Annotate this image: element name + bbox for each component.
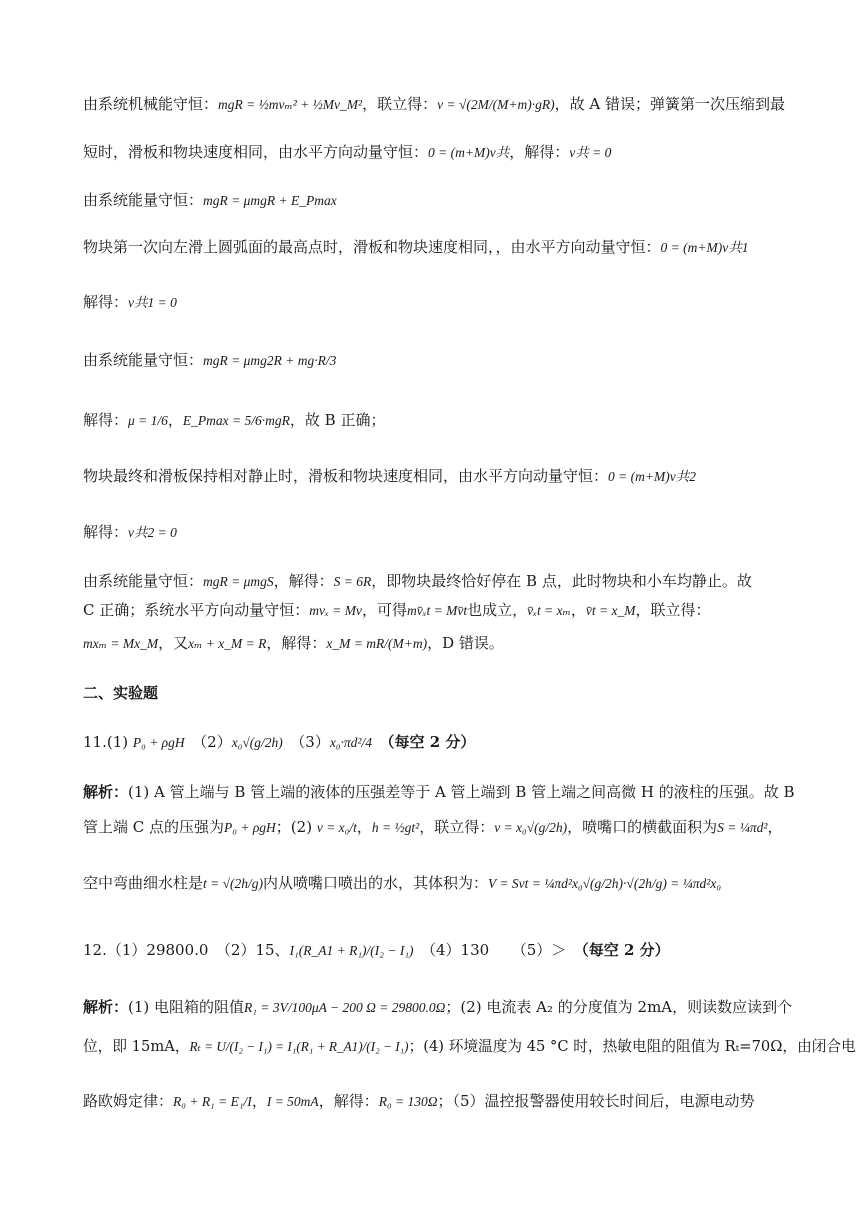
formula: P₀ + ρgH — [224, 820, 276, 835]
text-run: ，喷嘴口的横截面积为 — [567, 818, 718, 836]
formula: x₀√(g/2h) — [231, 735, 283, 750]
formula: mgR = μmgR + E_Pmax — [203, 193, 337, 208]
text-run: ，联立得： — [362, 95, 438, 113]
text-run: ， — [167, 411, 183, 429]
formula: 0 = (m+M)v共2 — [608, 469, 696, 484]
formula: mgR = μmg2R + mg·R/3 — [203, 353, 337, 368]
text-line — [83, 142, 788, 163]
text-run: ， — [570, 601, 586, 619]
text-run: 物块最终和滑板保持相对静止时，滑板和物块速度相同，由水平方向动量守恒： — [83, 467, 609, 485]
text-line — [83, 997, 793, 1018]
text-run: ；（5）温控报警器使用较长时间后，电源电动势 — [437, 1092, 755, 1110]
text-run: 由系统能量守恒： — [83, 572, 204, 590]
formula: 0 = (m+M)v共 — [428, 145, 510, 160]
text-line — [83, 940, 788, 961]
text-run: ，可得 — [361, 601, 407, 619]
text-run: (1) A 管上端与 B 管上端的液体的压强差等于 A 管上端到 B 管上端之间高微 H 的液柱的压强。故 B — [128, 783, 795, 801]
text-line — [83, 571, 788, 592]
text-line — [83, 732, 788, 753]
text-line — [83, 873, 788, 894]
text-run: C 正确；系统水平方向动量守恒： — [83, 601, 310, 619]
text-run: 空中弯曲细水柱是 — [83, 874, 204, 892]
formula: mgR = ½mvₘ² + ½Mv_M² — [218, 97, 363, 112]
text-run: 由系统能量守恒： — [83, 351, 204, 369]
text-line — [83, 292, 788, 313]
text-run: ，故 A 错误；弹簧第一次压缩到最 — [554, 95, 785, 113]
text-run: (1) 电阻箱的阻值 — [128, 998, 245, 1016]
text-run: （每空 2 分） — [581, 941, 670, 959]
text-line — [83, 522, 788, 543]
formula: mxₘ = Mx_M — [83, 636, 159, 651]
formula: v共2 = 0 — [128, 525, 177, 540]
text-run: （每空 2 分） — [371, 733, 476, 751]
text-line — [83, 633, 788, 654]
text-run: ， — [251, 1092, 267, 1110]
text-run: ；(2) — [275, 818, 317, 836]
text-run: 解析： — [83, 998, 129, 1016]
text-run: （3） — [282, 733, 330, 751]
formula: v = x₀√(g/2h) — [494, 820, 568, 835]
text-line — [83, 683, 788, 703]
text-run: ，解得： — [266, 634, 327, 652]
text-run: 也成立， — [467, 601, 528, 619]
text-run: 解得： — [83, 293, 129, 311]
text-run: 解得： — [83, 523, 129, 541]
text-line — [83, 817, 788, 838]
text-run: ；(4) 环境温度为 45 °C 时，热敏电阻的阻值为 Rₜ=70Ω，由闭合电 — [408, 1037, 856, 1055]
formula: Rₜ = U/(I₂ − I₁) = I₁(R₁ + R_A1)/(I₂ − I₁) — [189, 1039, 409, 1054]
formula: v共1 = 0 — [128, 295, 177, 310]
text-run: 路欧姆定律： — [83, 1092, 174, 1110]
section-heading: 二、实验题 — [83, 684, 159, 702]
formula: R₀ = 130Ω — [378, 1094, 438, 1109]
text-run: 由系统机械能守恒： — [83, 95, 219, 113]
text-run: 管上端 C 点的压强为 — [83, 818, 225, 836]
formula: mgR = μmgS — [203, 574, 274, 589]
formula: v共 = 0 — [569, 145, 612, 160]
text-run: 12.（1）29800.0 （2）15、 — [83, 941, 290, 959]
formula: t = √(2h/g) — [203, 876, 264, 891]
formula: x₀·πd²/4 — [329, 735, 372, 750]
text-line — [83, 190, 788, 211]
text-line — [83, 1091, 788, 1112]
formula: I₁(R_A1 + R₁)/(I₂ − I₁) — [289, 943, 414, 958]
text-run: （4）130 （5）＞ — [413, 941, 582, 959]
formula: 0 = (m+M)v共1 — [660, 240, 749, 255]
text-run: （2） — [184, 733, 232, 751]
text-run: ，解得： — [509, 143, 570, 161]
formula: R₁ = 3V/100μA − 200 Ω = 29800.0Ω — [244, 1000, 446, 1015]
formula: S = ¼πd² — [717, 820, 768, 835]
text-run: ，联立得： — [635, 601, 711, 619]
text-run: ， — [356, 818, 372, 836]
text-run: ， — [767, 818, 783, 836]
text-line — [83, 1036, 856, 1057]
formula: R₀ + R₁ = E₁/I — [173, 1094, 252, 1109]
text-run: ，即物块最终恰好停在 B 点，此时物块和小车均静止。故 — [371, 572, 752, 590]
text-run: ，D 错误。 — [427, 634, 504, 652]
text-line — [83, 466, 788, 487]
text-run: ；(2) 电流表 A₂ 的分度值为 2mA，则读数应读到个 — [445, 998, 793, 1016]
text-run: ，又 — [158, 634, 189, 652]
text-run: 内从喷嘴口喷出的水，其体积为： — [263, 874, 489, 892]
text-line — [83, 237, 788, 258]
text-run: 解得： — [83, 411, 129, 429]
formula: v = x₀/t — [316, 820, 357, 835]
text-run: 解析： — [83, 783, 129, 801]
text-line — [83, 94, 788, 115]
formula: E_Pmax = 5/6·mgR — [182, 413, 290, 428]
text-line — [83, 600, 788, 621]
text-run: 位，即 15mA， — [83, 1037, 190, 1055]
formula: V = Svt = ¼πd²x₀√(g/2h)·√(2h/g) = ¼πd²x₀ — [488, 876, 722, 891]
text-run: 11.(1) — [83, 733, 133, 751]
text-run: ，解得： — [273, 572, 334, 590]
formula: x_M = mR/(M+m) — [326, 636, 428, 651]
formula: mv̄ₓt = Mv̄t — [406, 603, 468, 618]
formula: v̄t = x_M — [585, 603, 636, 618]
formula: S = 6R — [333, 574, 372, 589]
formula: v = √(2M/(M+m)·gR) — [437, 97, 555, 112]
text-run: 短时，滑板和物块速度相同，由水平方向动量守恒： — [83, 143, 429, 161]
formula: mvₓ = Mv — [309, 603, 362, 618]
text-run: ，故 B 正确； — [289, 411, 386, 429]
text-line — [83, 350, 788, 371]
formula: I = 50mA — [266, 1094, 319, 1109]
text-run: ，联立得： — [419, 818, 495, 836]
formula: μ = 1/6 — [128, 413, 168, 428]
formula: v̄ₓt = xₘ — [527, 603, 571, 618]
text-line — [83, 410, 788, 431]
formula: P₀ + ρgH — [132, 735, 185, 750]
text-run: 由系统能量守恒： — [83, 191, 204, 209]
text-run: 物块第一次向左滑上圆弧面的最高点时，滑板和物块速度相同，，由水平方向动量守恒： — [83, 238, 661, 256]
formula: h = ½gt² — [371, 820, 420, 835]
text-run: ，解得： — [318, 1092, 379, 1110]
text-line — [83, 782, 795, 802]
formula: xₘ + x_M = R — [188, 636, 267, 651]
